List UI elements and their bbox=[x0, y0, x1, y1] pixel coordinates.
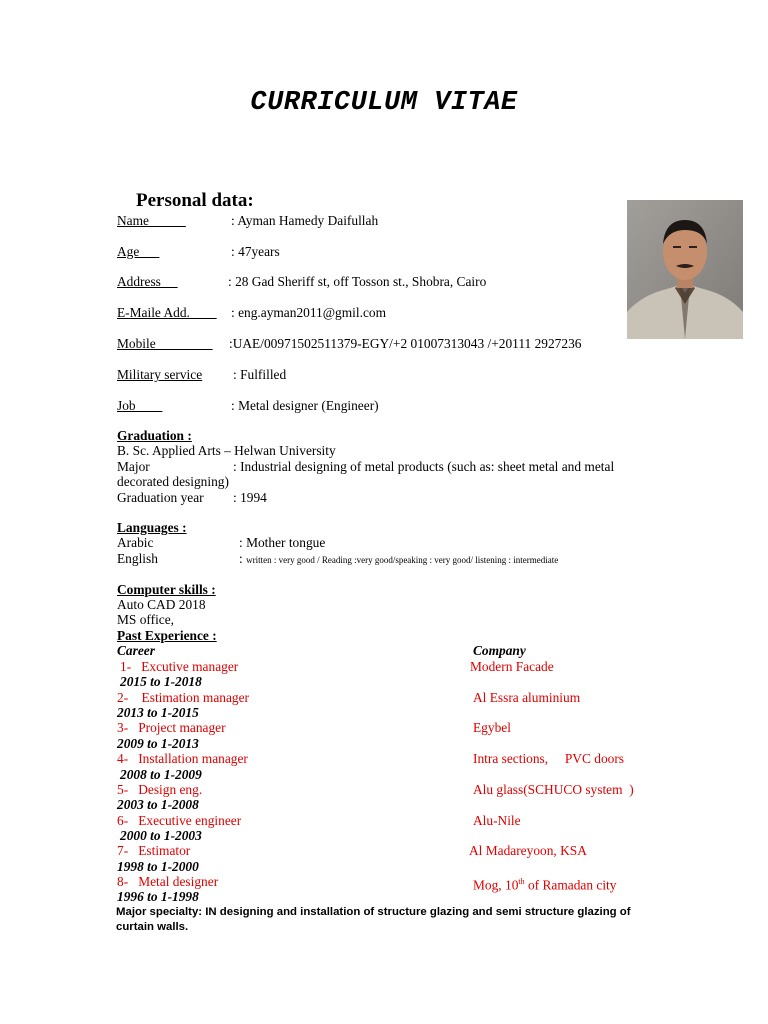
language-arabic-level: : Mother tongue bbox=[239, 535, 326, 550]
major-value-cont: decorated designing) bbox=[117, 474, 229, 489]
skill-item: Auto CAD 2018 bbox=[117, 597, 206, 612]
job-role bbox=[120, 659, 238, 674]
language-english: English bbox=[117, 551, 158, 566]
job-period: 2015 to 1-2018 bbox=[120, 674, 202, 689]
job-period: 1996 to 1-1998 bbox=[117, 889, 199, 904]
field-value-name: : Ayman Hamedy Daifullah bbox=[231, 213, 379, 228]
job-title: Design eng. bbox=[138, 782, 203, 797]
computer-skills-heading: Computer skills : bbox=[117, 582, 216, 597]
job-title: Installation manager bbox=[138, 751, 248, 766]
job-number: 7- bbox=[117, 843, 129, 858]
language-english-level bbox=[239, 551, 558, 568]
job-company-name: Mog, 10 bbox=[473, 877, 519, 893]
job-number: 1- bbox=[120, 659, 132, 674]
field-label: Address bbox=[117, 274, 178, 289]
job-company: Intra sections, PVC doors bbox=[473, 751, 625, 766]
job-company: Modern Facade bbox=[470, 659, 554, 674]
job-company bbox=[473, 874, 616, 893]
job-role bbox=[117, 720, 226, 735]
job-company-superscript: th bbox=[518, 877, 525, 886]
field-value-address: : 28 Gad Sheriff st, off Tosson st., Shobra, Cairo bbox=[228, 274, 487, 289]
field-row-military bbox=[117, 367, 202, 382]
language-english-sep: : bbox=[239, 551, 243, 566]
job-title: Estimator bbox=[138, 843, 191, 858]
career-column-header: Career bbox=[117, 643, 155, 658]
job-number: 8- bbox=[117, 874, 129, 889]
profile-photo bbox=[627, 200, 743, 339]
job-period: 1998 to 1-2000 bbox=[117, 859, 199, 874]
field-row-mobile bbox=[117, 336, 213, 351]
field-row-email bbox=[117, 305, 217, 320]
field-label: Military service bbox=[117, 367, 203, 382]
job-number: 2- bbox=[117, 690, 129, 705]
field-label: Age bbox=[117, 244, 160, 259]
personal-data-heading: Personal data: bbox=[136, 190, 254, 211]
job-title: Estimation manager bbox=[141, 690, 250, 705]
major-specialty: Major specialty: IN designing and installation of structure glazing and semi structure glazing of curtain walls. bbox=[116, 906, 631, 933]
job-role bbox=[117, 690, 249, 705]
job-number: 4- bbox=[117, 751, 129, 766]
field-label: Job bbox=[117, 398, 163, 413]
field-label: Mobile bbox=[117, 336, 213, 351]
job-title: Project manager bbox=[138, 720, 226, 735]
job-company: Al Madareyoon, KSA bbox=[469, 843, 587, 858]
portrait-image bbox=[627, 200, 743, 339]
job-number: 3- bbox=[117, 720, 129, 735]
company-column-header: Company bbox=[473, 643, 526, 658]
languages-heading: Languages : bbox=[117, 520, 187, 535]
field-value-job: : Metal designer (Engineer) bbox=[231, 398, 379, 413]
field-label: Name bbox=[117, 213, 186, 228]
job-role bbox=[117, 813, 241, 828]
job-number: 5- bbox=[117, 782, 129, 797]
language-arabic: Arabic bbox=[117, 535, 154, 550]
job-period: 2009 to 1-2013 bbox=[117, 736, 199, 751]
job-company: Al Essra aluminium bbox=[473, 690, 581, 705]
graduation-year-value: : 1994 bbox=[233, 490, 267, 505]
job-title: Excutive manager bbox=[141, 659, 239, 674]
job-role bbox=[117, 843, 190, 858]
field-row-name bbox=[117, 213, 186, 228]
job-company: Alu glass(SCHUCO system ) bbox=[473, 782, 634, 797]
job-role bbox=[117, 782, 202, 797]
job-role bbox=[117, 751, 248, 766]
graduation-year-label: Graduation year bbox=[117, 490, 204, 505]
job-company: Egybel bbox=[473, 720, 511, 735]
major-label: Major bbox=[117, 459, 150, 474]
major-value: : Industrial designing of metal products (such as: sheet metal and metal bbox=[233, 459, 615, 474]
job-title: Metal designer bbox=[138, 874, 219, 889]
field-row-address bbox=[117, 274, 178, 289]
field-label: E-Maile Add. bbox=[117, 305, 217, 320]
job-period: 2013 to 1-2015 bbox=[117, 705, 199, 720]
job-company-rest: of Ramadan city bbox=[524, 877, 617, 893]
job-number: 6- bbox=[117, 813, 129, 828]
field-value-email: : eng.ayman2011@gmil.com bbox=[231, 305, 387, 320]
language-english-detail: written : very good / Reading :very good/speaking : very good/ listening : intermediate bbox=[246, 555, 559, 565]
job-period: 2000 to 1-2003 bbox=[120, 828, 202, 843]
field-row-job bbox=[117, 398, 162, 413]
field-value-mobile: :UAE/00971502511379-EGY/+2 01007313043 /+20111 2927236 bbox=[229, 336, 582, 351]
field-row-age bbox=[117, 244, 159, 259]
job-period: 2003 to 1-2008 bbox=[117, 797, 199, 812]
graduation-heading: Graduation : bbox=[117, 428, 192, 443]
field-value-age: : 47years bbox=[231, 244, 280, 259]
job-title: Executive engineer bbox=[138, 813, 242, 828]
graduation-degree: B. Sc. Applied Arts – Helwan University bbox=[117, 443, 336, 458]
job-company: Alu-Nile bbox=[473, 813, 521, 828]
job-role bbox=[117, 874, 218, 889]
field-value-military: : Fulfilled bbox=[233, 367, 287, 382]
job-period: 2008 to 1-2009 bbox=[120, 767, 202, 782]
skill-item: MS office, bbox=[117, 612, 175, 627]
past-experience-heading: Past Experience : bbox=[117, 628, 217, 643]
document-title: CURRICULUM VITAE bbox=[250, 88, 518, 118]
